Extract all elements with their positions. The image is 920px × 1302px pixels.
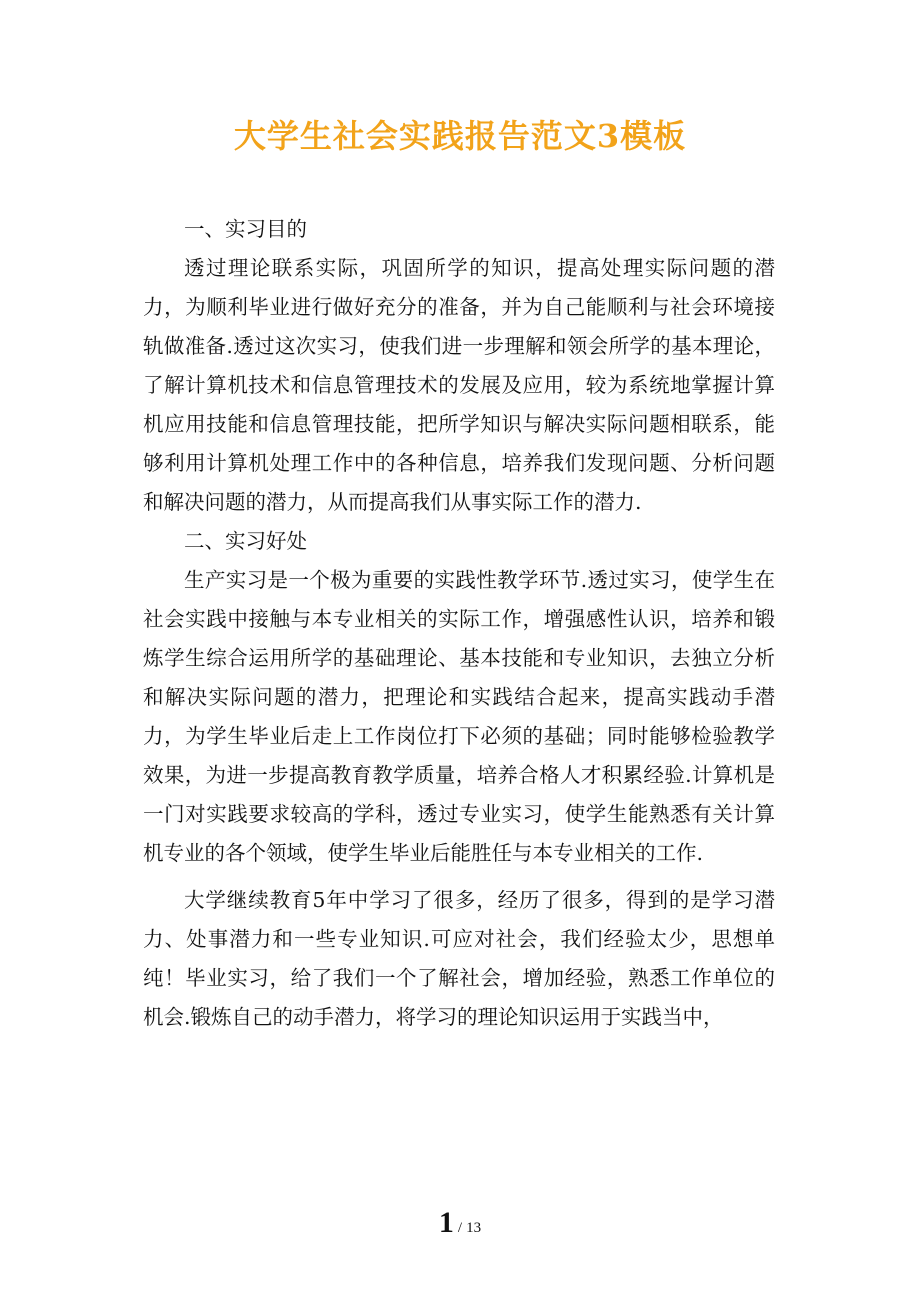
total-pages: 13 xyxy=(466,1220,482,1236)
current-page-number: 1 xyxy=(438,1206,454,1239)
section-heading-purpose: 一、实习目的 xyxy=(184,217,307,241)
paragraph-benefits: 生产实习是一个极为重要的实践性教学环节.透过实习，使学生在社会实践中接触与本专业相关的实际工作，增强感性认识，培养和锻炼学生综合运用所学的基础理论、基本技能和专业知识，去独立分析和解决实际问题的潜力，把理论和实践结合起来，提高实践动手潜力，为学生毕业后走上工作岗位打下必须的基础；同时能够检验教学效果，为进一步提高教育教学质量，培养合格人才积累经验.计算机是一门对实践要求较高的学科，透过专业实习，使学生能熟悉有关计算机专业的各个领域，使学生毕业后能胜任与本专业相关的工作. xyxy=(143,568,775,865)
paragraph-purpose: 透过理论联系实际，巩固所学的知识，提高处理实际问题的潜力，为顺利毕业进行做好充分的准备，并为自己能顺利与社会环境接轨做准备.透过这次实习，使我们进一步理解和领会所学的基本理论，了解计算机技术和信息管理技术的发展及应用，较为系统地掌握计算机应用技能和信息管理技能，把所学知识与解决实际问题相联系，能够利用计算机处理工作中的各种信息，培养我们发现问题、分析问题和解决问题的潜力，从而提高我们从事实际工作的潜力. xyxy=(143,256,775,514)
section-heading-benefits: 二、实习好处 xyxy=(184,529,307,553)
document-title: 大学生社会实践报告范文3模板 xyxy=(233,117,687,155)
paragraph-continuing-education: 大学继续教育5年中学习了很多，经历了很多，得到的是学习潜力、处事潜力和一些专业知识.可应对社会，我们经验太少，思想单纯！毕业实习，给了我们一个了解社会，增加经验，熟悉工作单位的机会.锻炼自己的动手潜力，将学习的理论知识运用于实践当中， xyxy=(143,888,775,1029)
page-separator: / xyxy=(457,1220,463,1236)
page-number-footer xyxy=(0,1206,920,1240)
document-body xyxy=(143,210,775,1037)
